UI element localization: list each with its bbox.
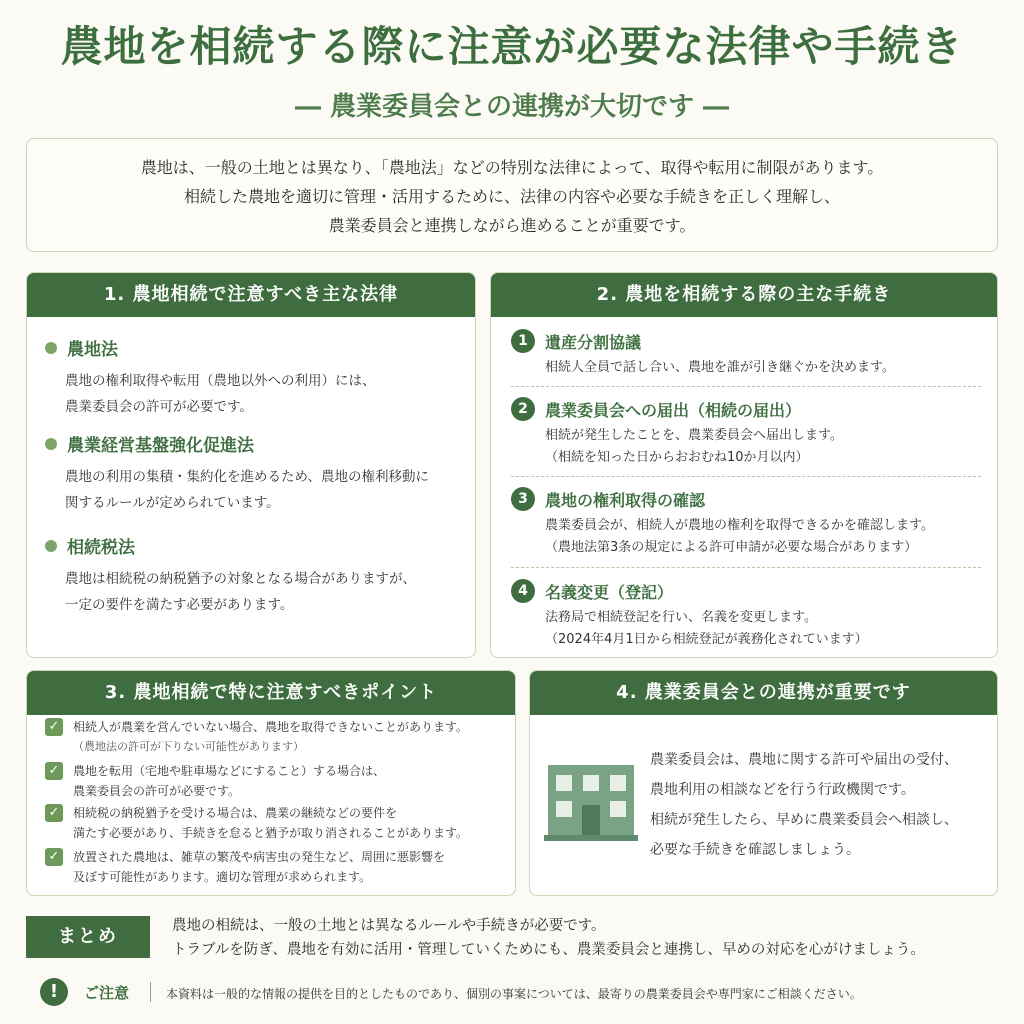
law-title: 農業経営基盤強化促進法 bbox=[67, 436, 254, 456]
step-description: 相続が発生したことを、農業委員会へ届出します。 bbox=[545, 428, 843, 443]
law-item bbox=[45, 533, 416, 618]
caution-point bbox=[45, 847, 510, 887]
law-title: 相続税法 bbox=[67, 538, 135, 558]
cooperation-text: 必要な手続きを確認しましょう。 bbox=[650, 842, 860, 858]
intro-line: 農業委員会と連携しながら進めることが重要です。 bbox=[328, 216, 696, 235]
note-divider bbox=[150, 982, 151, 1002]
checkbox-checked-icon: ✓ bbox=[45, 804, 63, 822]
step-title: 農業委員会への届出（相続の届出） bbox=[545, 400, 802, 420]
laws-panel bbox=[26, 272, 476, 658]
cooperation-text: 農業委員会は、農地に関する許可や届出の受付、 bbox=[650, 752, 958, 768]
step-number-badge: 3 bbox=[511, 487, 535, 511]
cooperation-heading: 4. 農業委員会との連携が重要です bbox=[530, 671, 997, 715]
procedures-panel-heading: 2. 農地を相続する際の主な手続き bbox=[491, 273, 997, 317]
law-description: 農地の利用の集積・集約化を進めるため、農地の権利移動に bbox=[65, 469, 429, 485]
page-title: 農地を相続する際に注意が必要な法律や手続き bbox=[60, 22, 964, 71]
checkbox-checked-icon: ✓ bbox=[45, 848, 63, 866]
step-description: （農地法第3条の規定による許可申請が必要な場合があります） bbox=[545, 540, 918, 555]
caution-point bbox=[45, 761, 510, 801]
caution-points-heading: 3. 農地相続で特に注意すべきポイント bbox=[27, 671, 515, 715]
laws-panel-heading: 1. 農地相続で注意すべき主な法律 bbox=[27, 273, 475, 317]
law-description: 農地は相続税の納税猶予の対象となる場合がありますが、 bbox=[65, 571, 416, 587]
law-description: 一定の要件を満たす必要があります。 bbox=[65, 597, 294, 613]
page-subtitle: ― 農業委員会との連携が大切です ― bbox=[294, 92, 730, 122]
checkbox-checked-icon: ✓ bbox=[45, 762, 63, 780]
exclamation-icon: ! bbox=[40, 978, 68, 1006]
step-number-badge: 1 bbox=[511, 329, 535, 353]
step-description: 農業委員会が、相続人が農地の権利を取得できるかを確認します。 bbox=[545, 518, 934, 533]
procedure-step bbox=[511, 579, 981, 651]
caution-text: 農業委員会の許可が必要です。 bbox=[73, 784, 241, 798]
summary-line: 農地の相続は、一般の土地とは異なるルールや手続きが必要です。 bbox=[172, 918, 606, 934]
summary-text bbox=[172, 914, 925, 962]
caution-text: 放置された農地は、雑草の繁茂や病害虫の発生など、周囲に悪影響を bbox=[73, 850, 446, 864]
caution-text: 農地を転用（宅地や駐車場などにすること）する場合は、 bbox=[73, 764, 386, 778]
step-description: （2024年4月1日から相続登記が義務化されています） bbox=[545, 632, 868, 647]
note-text: 本資料は一般的な情報の提供を目的としたものであり、個別の事案については、最寄りの農業委員会や専門家にご相談ください。 bbox=[166, 987, 862, 1001]
law-title: 農地法 bbox=[67, 340, 118, 360]
law-item bbox=[45, 431, 429, 516]
step-number-badge: 2 bbox=[511, 397, 535, 421]
intro-box bbox=[26, 138, 998, 252]
law-description: 農業委員会の許可が必要です。 bbox=[65, 399, 253, 415]
circle-bullet-icon bbox=[45, 540, 57, 552]
caution-text: 相続税の納税猶予を受ける場合は、農業の継続などの要件を bbox=[73, 806, 398, 820]
summary-line: トラブルを防ぎ、農地を有効に活用・管理していくためにも、農業委員会と連携し、早めの対応を心がけましょう。 bbox=[172, 942, 925, 958]
intro-line: 農地は、一般の土地とは異なり、「農地法」などの特別な法律によって、取得や転用に制限があります。 bbox=[140, 158, 884, 177]
procedure-step bbox=[511, 329, 981, 379]
caution-subtext: （農地法の許可が下りない可能性があります） bbox=[73, 740, 304, 753]
step-description: 法務局で相続登記を行い、名義を変更します。 bbox=[545, 610, 817, 625]
divider bbox=[511, 567, 981, 568]
law-item bbox=[45, 335, 376, 420]
procedure-step bbox=[511, 397, 981, 469]
caution-text: 相続人が農業を営んでいない場合、農地を取得できないことがあります。 bbox=[73, 720, 469, 734]
caution-text: 満たす必要があり、手続きを怠ると猶予が取り消されることがあります。 bbox=[73, 826, 469, 840]
cooperation-panel bbox=[529, 670, 998, 896]
step-description: 相続人全員で話し合い、農地を誰が引き継ぐかを決めます。 bbox=[545, 360, 895, 375]
summary-label: まとめ bbox=[26, 916, 150, 958]
checkbox-checked-icon: ✓ bbox=[45, 718, 63, 736]
caution-text: 及ぼす可能性があります。適切な管理が求められます。 bbox=[73, 870, 372, 884]
step-number-badge: 4 bbox=[511, 579, 535, 603]
procedure-step bbox=[511, 487, 981, 559]
divider bbox=[511, 476, 981, 477]
procedures-panel bbox=[490, 272, 998, 658]
caution-point bbox=[45, 717, 510, 757]
intro-line: 相続した農地を適切に管理・活用するために、法律の内容や必要な手続きを正しく理解し、 bbox=[183, 187, 840, 206]
step-title: 遺産分割協議 bbox=[545, 332, 642, 352]
step-title: 名義変更（登記） bbox=[545, 582, 674, 602]
caution-point bbox=[45, 803, 510, 843]
law-description: 農地の権利取得や転用（農地以外への利用）には、 bbox=[65, 373, 376, 389]
caution-points-panel bbox=[26, 670, 516, 896]
circle-bullet-icon bbox=[45, 342, 57, 354]
cooperation-text: 農地利用の相談などを行う行政機関です。 bbox=[650, 782, 915, 798]
cooperation-text: 相続が発生したら、早めに農業委員会へ相談し、 bbox=[650, 812, 958, 828]
divider bbox=[511, 386, 981, 387]
building-icon bbox=[544, 763, 638, 841]
note-label: ご注意 bbox=[84, 984, 130, 1002]
circle-bullet-icon bbox=[45, 438, 57, 450]
step-title: 農地の権利取得の確認 bbox=[545, 490, 706, 510]
law-description: 関するルールが定められています。 bbox=[65, 495, 280, 511]
step-description: （相続を知った日からおおむね10か月以内） bbox=[545, 450, 809, 465]
